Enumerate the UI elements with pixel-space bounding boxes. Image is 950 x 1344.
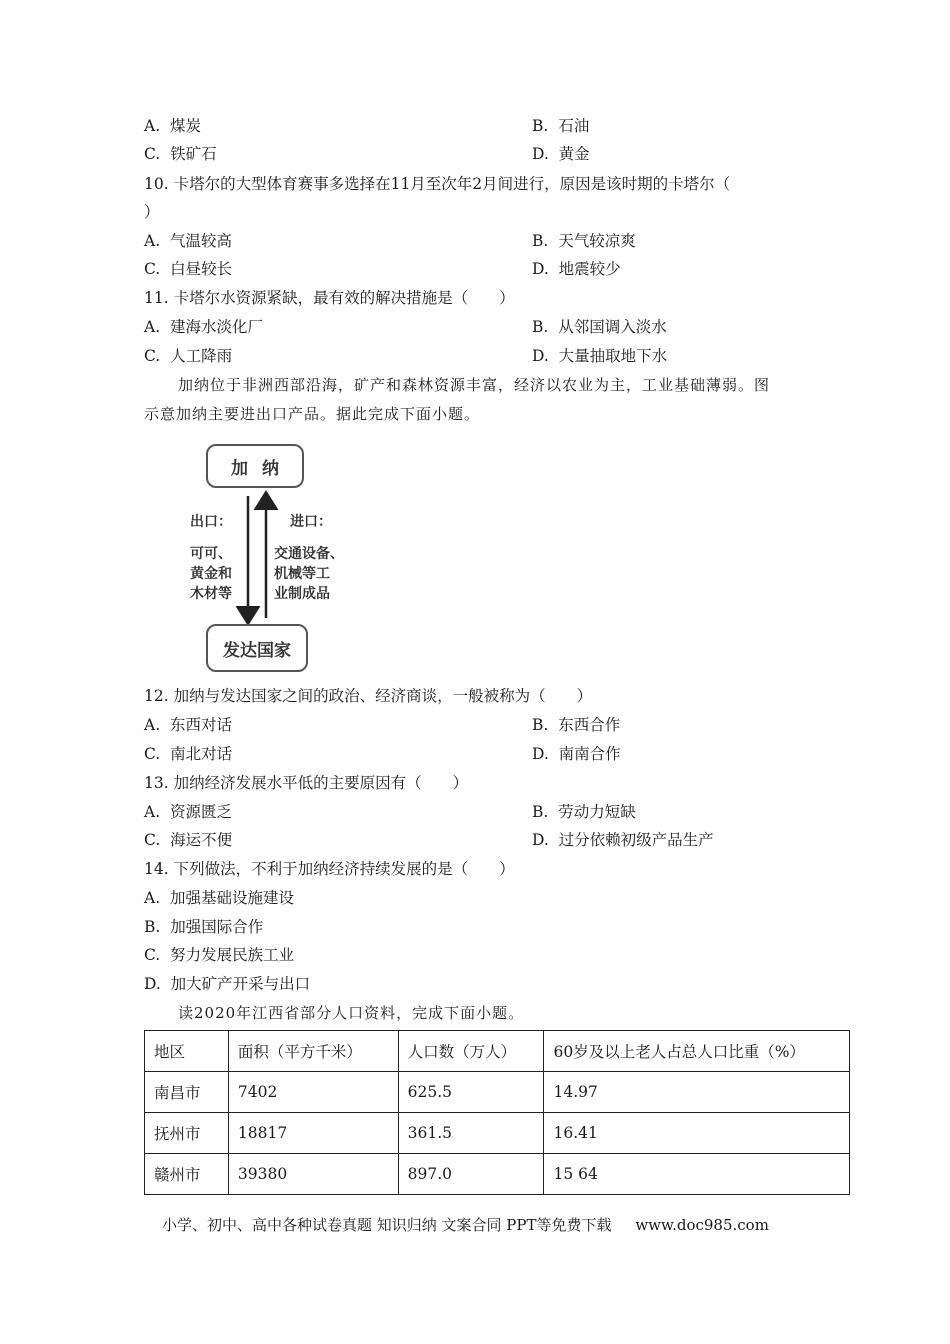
import-items: 交通设备、 机械等工 业制成品	[274, 546, 344, 602]
export-title: 出口：	[190, 514, 232, 530]
table-row	[145, 1113, 850, 1154]
table-cell: 抚州市	[145, 1113, 229, 1154]
footer-link[interactable]: www.doc985.com	[635, 1216, 769, 1234]
footer-text: 小学、初中、高中各种试卷真题 知识归纳 文案合同 PPT等免费下载	[162, 1216, 612, 1234]
q11-option-b: B. 从邻国调入淡水	[532, 318, 667, 336]
table-cell: 南昌市	[145, 1072, 229, 1113]
ghana-intro-line1: 加纳位于非洲西部沿海，矿产和森林资源丰富，经济以农业为主，工业基础薄弱。图	[178, 376, 771, 394]
table-cell: 361.5	[398, 1113, 544, 1154]
table-row	[145, 1072, 850, 1113]
table-header-cell: 面积（平方千米）	[228, 1031, 398, 1072]
q10-option-b: B. 天气较凉爽	[532, 232, 636, 250]
q12-stem: 12. 加纳与发达国家之间的政治、经济商谈，一般被称为（ ）	[144, 687, 593, 705]
q14-option-d: D. 加大矿产开采与出口	[144, 975, 311, 993]
import-title: 进口：	[290, 514, 332, 530]
q10-stem-cont: ）	[144, 203, 160, 221]
population-table	[144, 1030, 850, 1195]
table-cell: 15 64	[544, 1154, 850, 1195]
q11-stem: 11. 卡塔尔水资源紧缺，最有效的解决措施是（ ）	[144, 289, 515, 307]
table-row	[145, 1154, 850, 1195]
table-header-row	[145, 1031, 850, 1072]
q9-option-b: B. 石油	[532, 117, 590, 135]
q10-stem: 10. 卡塔尔的大型体育赛事多选择在11月至次年2月间进行，原因是该时期的卡塔尔（	[144, 175, 731, 193]
ghana-trade-diagram	[186, 440, 366, 672]
table-header-cell: 地区	[145, 1031, 229, 1072]
q13-option-a: A. 资源匮乏	[144, 803, 232, 821]
q14-option-b: B. 加强国际合作	[144, 918, 264, 936]
jiangxi-intro: 读2020年江西省部分人口资料，完成下面小题。	[178, 1004, 525, 1022]
table-cell: 14.97	[544, 1072, 850, 1113]
table-cell: 39380	[228, 1154, 398, 1195]
q13-stem: 13. 加纳经济发展水平低的主要原因有（ ）	[144, 774, 469, 792]
q11-option-a: A. 建海水淡化厂	[144, 318, 263, 336]
q9-option-a: A. 煤炭	[144, 117, 201, 135]
q13-option-d: D. 过分依赖初级产品生产	[532, 831, 714, 849]
table-cell: 7402	[228, 1072, 398, 1113]
table-header-cell: 60岁及以上老人占总人口比重（%）	[544, 1031, 850, 1072]
q12-option-b: B. 东西合作	[532, 716, 621, 734]
q12-option-d: D. 南南合作	[532, 745, 621, 763]
q14-option-c: C. 努力发展民族工业	[144, 946, 295, 964]
table-cell: 625.5	[398, 1072, 544, 1113]
q9-option-c: C. 铁矿石	[144, 145, 217, 163]
q10-option-a: A. 气温较高	[144, 232, 232, 250]
table-cell: 897.0	[398, 1154, 544, 1195]
q12-option-a: A. 东西对话	[144, 716, 232, 734]
export-items: 可可、 黄金和 木材等	[190, 546, 232, 602]
developed-countries-box: 发达国家	[206, 624, 308, 672]
q10-option-c: C. 白昼较长	[144, 260, 233, 278]
page-footer	[162, 1214, 769, 1235]
table-header-cell: 人口数（万人）	[398, 1031, 544, 1072]
q13-option-b: B. 劳动力短缺	[532, 803, 636, 821]
table-cell: 赣州市	[145, 1154, 229, 1195]
ghana-box: 加纳	[206, 444, 304, 488]
q10-option-d: D. 地震较少	[532, 260, 621, 278]
q13-option-c: C. 海运不便	[144, 831, 233, 849]
q12-option-c: C. 南北对话	[144, 745, 233, 763]
q11-option-c: C. 人工降雨	[144, 347, 233, 365]
table-cell: 18817	[228, 1113, 398, 1154]
q9-option-d: D. 黄金	[532, 145, 590, 163]
q14-stem: 14. 下列做法，不利于加纳经济持续发展的是（ ）	[144, 860, 515, 878]
q14-option-a: A. 加强基础设施建设	[144, 889, 294, 907]
table-cell: 16.41	[544, 1113, 850, 1154]
q11-option-d: D. 大量抽取地下水	[532, 347, 668, 365]
ghana-intro-line2: 示意加纳主要进出口产品。据此完成下面小题。	[144, 405, 481, 423]
